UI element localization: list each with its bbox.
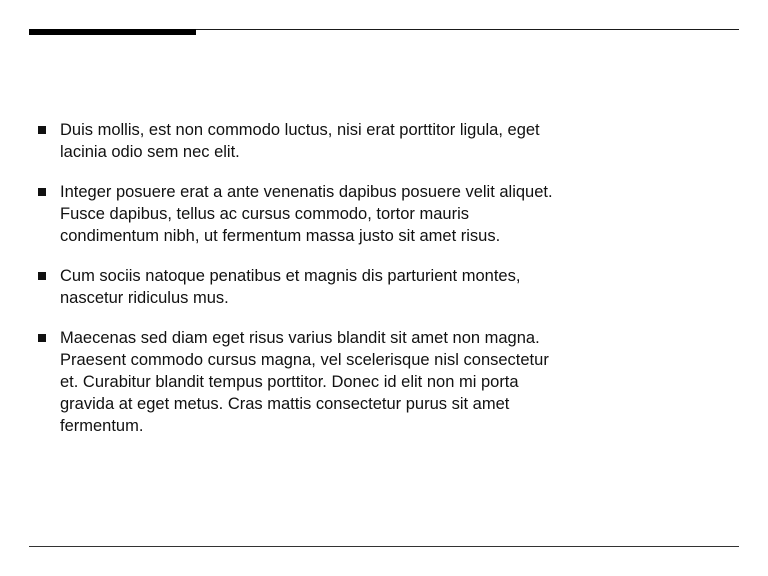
bullet-text: Integer posuere erat a ante venenatis dapibus posuere velit aliquet. Fusce dapibus, tellus ac cursus commodo, tortor mauris condimentum nibh, ut fermentum massa justo sit amet risus. xyxy=(60,183,553,245)
square-bullet-icon xyxy=(38,188,46,196)
bullet-list xyxy=(38,119,568,455)
top-rule-accent-bar xyxy=(29,29,196,35)
square-bullet-icon xyxy=(38,334,46,342)
bullet-item xyxy=(38,265,568,309)
bottom-rule xyxy=(29,546,739,547)
bullet-item xyxy=(38,119,568,163)
square-bullet-icon xyxy=(38,272,46,280)
bullet-text: Cum sociis natoque penatibus et magnis dis parturient montes, nascetur ridiculus mus. xyxy=(60,267,521,307)
bullet-text: Maecenas sed diam eget risus varius blandit sit amet non magna. Praesent commodo cursus magna, vel scelerisque nisl consectetur et. Curabitur blandit tempus porttitor. Donec id elit non mi porta gravida at eget metus. Cras mattis consectetur purus sit amet fermentum. xyxy=(60,329,549,435)
bullet-item xyxy=(38,181,568,247)
bullet-text: Duis mollis, est non commodo luctus, nisi erat porttitor ligula, eget lacinia odio sem nec elit. xyxy=(60,121,540,161)
bullet-item xyxy=(38,327,568,437)
square-bullet-icon xyxy=(38,126,46,134)
